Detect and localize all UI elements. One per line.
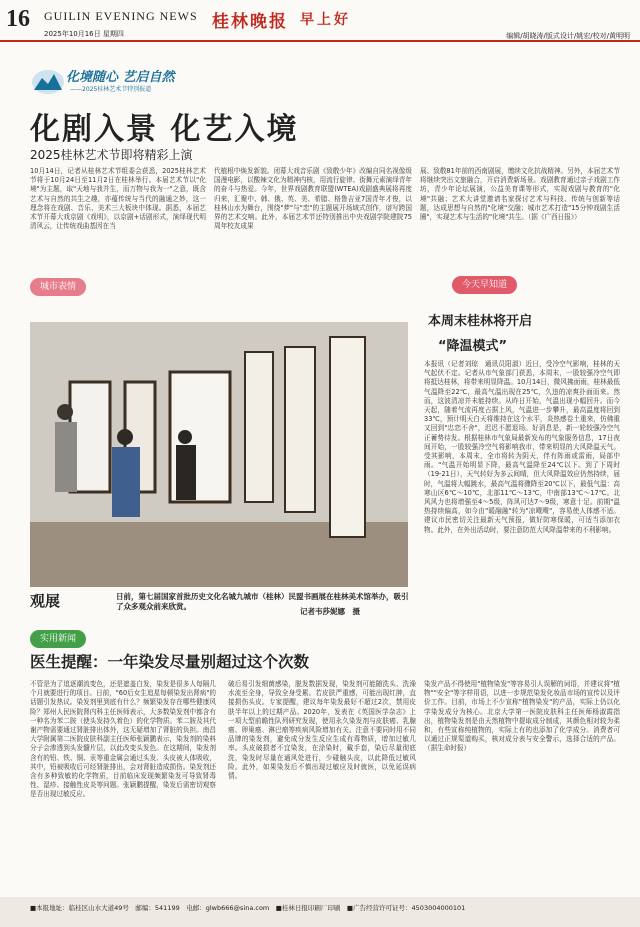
section-name: 早上好 [300, 12, 351, 28]
lead-headline: 化剧入景 化艺入境 [30, 112, 299, 147]
issue-date: 2025年10月16日 星期四 [44, 30, 124, 38]
tag-city-expression: 城市表情 [30, 278, 86, 296]
paper-name-en: GUILIN EVENING NEWS [44, 9, 198, 23]
health-column-3: 染发产品不得使用"植物染发"等容易引人误解的词语，并建议将"植物""安全"等字样用语，以进一步规范染发化妆品市场的宣传以及评价工作。目前，市场上不少宣称"植物染发"的产品，实际上仍以化学染发成分为核心。北京大学第一医院皮肤科主任医师杨淑霞指出，植物染发剂是由天然植物中提取成分制成，其颜色相对较为柔和，有些宣称纯植物的，实际上有的也添加了化学成分。消费者可以通过正规渠道购买，核对成分表与安全警示，选择合适的产品。（据生命时报） [424, 680, 620, 753]
banner-title: 化境随心 艺启自然 [66, 70, 175, 85]
tag-today: 今天早知道 [452, 276, 517, 294]
footer-text: ■本报地址：临桂区山水大道49号 邮编：541199 电邮：glwb666@sina.com ■桂林日报印刷厂印刷 ■广告经营许可证号：4503004000101 [30, 904, 466, 912]
photo-author: 记者韦莎妮娜 摄 [300, 607, 360, 616]
lead-column-3: 展、致敬81年前的西南剧展，缴续文化抗战精神。另外，本届艺术节将继续突出文旅融合，开启消费新场景。戏剧教育通过亲子戏剧工作坊，青少年论坛展演，公益美育课等形式，实现戏剧与教育的"化境"共融；艺术大讲堂邀请名家探讨艺术与科技、传统与创新等话题，达成思想与自然的"化境"交融；城市艺术打造"15分钟戏剧生活圈"，实现艺术与生活的"化境"共生。（据《广西日报》） [420, 167, 620, 222]
weather-body: 本报讯（记者刘琼 通讯员阳淑）近日，受冷空气影响，桂林的天气起伏不定。记者从市气象部门获悉，本周末，一股较强冷空气即将抵达桂林，将带来明显降温。10月14日，微风拂面雨，桂林最低气温降至22℃，最高气温出现在25℃，久违的凉爽扑面而来。然而，这波清凉并未能持续。从昨日开始，气温出现小幅回升。而今天起，随着气流再度占据上风，气温进一步攀升，最高温度将回到33℃，预计明天白天将维持在这个水平，炎热感卷土重来，仿佛重又回到"忠恋不舍"，迟迟不愿退场。好消息是，新一轮较强冷空气正蓄势待发。根据桂林市气象局最新发布的气象服务信息，17日夜间开始，一股较强冷空气将影响我市，带来明显的大风降温天气。受其影响，本周末，全市将转为阴天，伴有阵雨或雷雨，局部中雨。"气温开始明显下降，最高气温降至24℃以下。到了下周时（19-21日），天气转好为多云间晴，但大风降温效应仍然持续，届时，气温将大幅跳水，最高气温将骤降至20℃以下，最低气温：高寒山区6℃～10℃，北部11℃～13℃，中南部13℃～17℃。北风风力也将增强至4～5级，阵风可达7～9级，寒意十足。前期"温热持续偏高，如今由"暖融融"转为"凉飕飕"，容易使人体感不适。建议市民密切关注最新天气预报，做好防寒保暖，可适当添加衣物。此外，在外出活动时，要注意防范大风降温带来的不利影响。 [424, 360, 620, 534]
paper-logo: 桂林晚报 [212, 12, 288, 32]
exhibition-photo [30, 322, 408, 587]
lead-subheadline: 2025桂林艺术节即将精彩上演 [30, 148, 193, 162]
photo-label: 观展 [30, 592, 61, 610]
editor-credits: 编辑/胡晓涛/版式设计/姚宏/校对/黄明明 [506, 32, 630, 40]
weather-headline-line-1: 本周末桂林将开启 [428, 314, 533, 329]
health-headline: 医生提醒：一年染发尽量别超过这个次数 [30, 653, 310, 671]
health-column-1: 不管是为了追逐潮流变色，还是遮盖白发，染发是很多人每隔几个月就要进行的项目。日前，"60后女生追星每顿染发出肾病"的话题引发热议。染发剂里到底有什么？频繁染发存在哪些健康风险？郑州人民医院肾内科主任医师表示，大多数染发剂中都含有一种名为苯二胺（使头发持久着色）的化学物质。苯二胺及其代谢产物需要通过肾脏排出体外，这无疑增加了肾脏的负担。南昌大学附属第二医院皮肤科副主任医师张颖鹏表示，染发剂的染料分子会渗透到头发髓片层，以此改变头发色。在这期间，染发剂含有的铅、铁、铜、汞等重金属会通过头发、头皮被人体吸收，其中，铅被吸收后可经肾脏排出，会对肾脏造成损伤。染发剂还含有多种致敏的化学物质，目前临床发现频繁染发可导致肾毒性、湿疹、接触性皮炎等问题。张颖鹏提醒，染发后需密切观察是否出现过敏反应。 [30, 680, 216, 799]
page-number: 16 [6, 6, 30, 32]
footer-bar [0, 897, 640, 927]
weather-headline-line-2: “降温模式” [438, 339, 508, 354]
banner-subtitle: ——2025桂林艺术节特别报道 [70, 86, 152, 93]
lead-column-1: 10月14日，记者从桂林艺术节组委会获悉，2025桂林艺术节将于10月24日至11月2日在桂林举行。本届艺术节以"化境"为主题，取"天地与我并生，而万物与我为一"之意，既含艺术与自然的共生之趣，亦蕴传统与当代的融通之妙，这一理念将在戏剧、音乐、美术三大板块中体现。据悉，本届艺术节开幕大戏京剧《戏明》，以京剧+话剧形式，演绎现代明清风云，让传统戏曲基因在当 [30, 167, 206, 231]
lead-column-2: 代植根中焕发新貌。闭幕大戏音乐剧《致敬少年》改编自同名视像级国漫电影，以酸辣文化为精神内核，用流行旋律、街舞元素演绎青年的奋斗与热爱。今年，世界戏剧教育联盟(WTEA)戏剧盛典展将再度归来，汇聚中、韩、俄、英、美、希腊、格鲁吉亚7国青年才俊，以桂林山水为舞台，围绕"梦"与"恋"的主题展开场域式创作，谱写跨国界的艺术交响。此外，本届艺术节还特别推出中央戏剧学院建院75周年校友成果 [214, 167, 412, 231]
tag-practical-news: 实用新闻 [30, 630, 86, 648]
header-rule [0, 40, 640, 42]
photo-caption: 日前，第七届国家首批历史文化名城九城市（桂林）民盟书画展在桂林美术馆举办，吸引了众多观众前来欣赏。 [116, 592, 409, 611]
health-column-2: 破后易引发细菌感染，脱发数据发现，染发剂可能随洗头、洗澡水流至全身，导致全身受累。若皮肤严重感，可能出现红肿，直接损伤头皮。专家提醒，建议每年染发最好不超过2次，禁用皮肤半年以上的过期产品。2020年，发表在《英国医学杂志》上一项大型前瞻性队列研究发现，使用永久染发剂与皮肤癌、乳腺癌、卵巢癌、淋巴瘤等疾病风险增加有关。注意不要同时用不同品牌的染发剂，避免成分发生反应生成有毒物质，增加过敏几率。头皮破损者不宜染发，在涂染时，戴手套，染后尽量彻底洗，染发时尽量在通风处进行，少碰触头皮，以此降低过敏风险。此外，如果染发后不慎出现过敏应及时就医，以免延误病情。 [228, 680, 416, 781]
